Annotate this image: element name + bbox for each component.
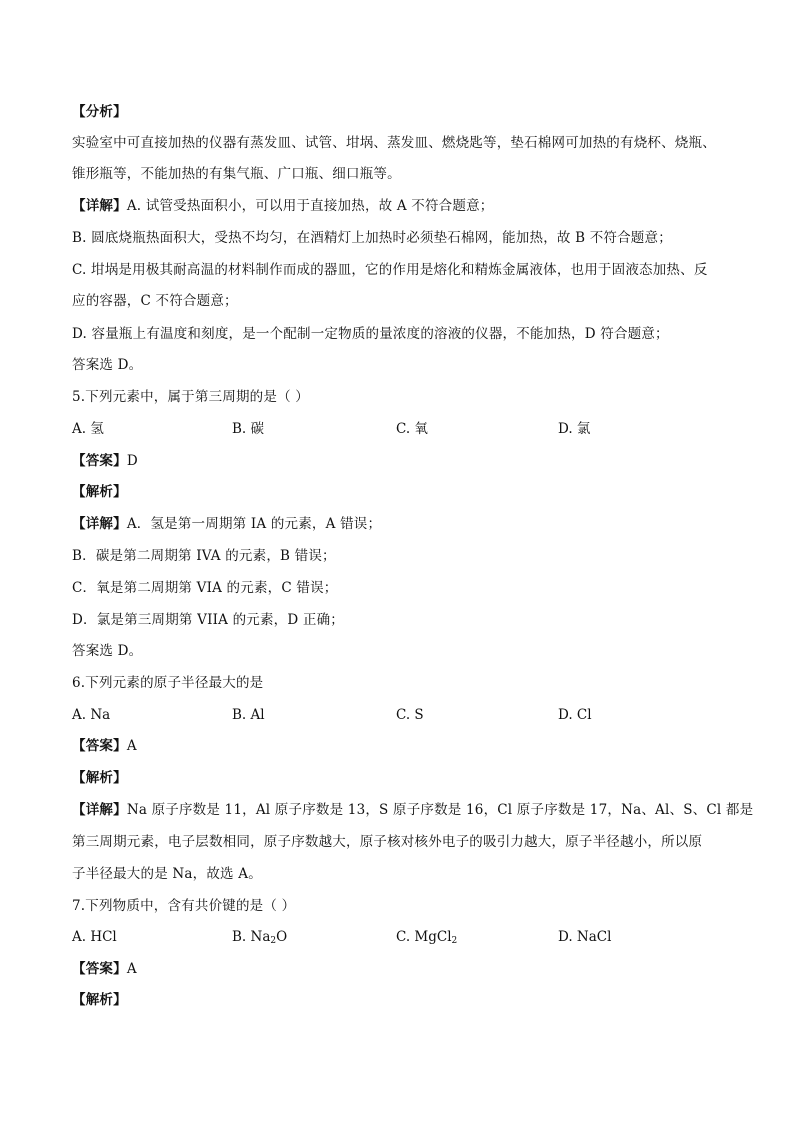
q6-option-b: B. Al	[232, 707, 265, 723]
q7-option-b-main: B. Na	[232, 929, 271, 945]
q5-option-c: C. 氧	[396, 421, 428, 437]
q6-option-a: A. Na	[72, 707, 111, 723]
q7-option-c-main: C. MgCl	[396, 929, 452, 945]
detail-text-a: A. 试管受热面积小，可以用于直接加热，故 A 不符合题意；	[126, 198, 494, 214]
detail-line-c1: C. 坩埚是用极其耐高温的材料制作而成的器皿，它的作用是熔化和精炼金属液体，也用于固液态加热、反	[72, 262, 708, 278]
q5-option-b: B. 碳	[232, 421, 265, 437]
q7-answer-heading: 【答案】	[72, 961, 127, 977]
detail-line-b: B. 圆底烧瓶热面积大，受热不均匀，在酒精灯上加热时必须垫石棉网，能加热，故 B 不符合题意；	[72, 230, 672, 246]
q5-answer-line: 答案选 D。	[72, 643, 143, 659]
q6-detail-heading: 【详解】	[72, 802, 127, 818]
q6-detail-line-1	[72, 800, 754, 820]
q5-options	[72, 419, 722, 439]
q6-stem: 6.下列元素的原子半径最大的是	[72, 675, 264, 691]
detail-heading: 【详解】	[72, 198, 127, 214]
q5-detail-a	[72, 514, 722, 534]
q6-options	[72, 705, 722, 725]
q7-option-b-tail: O	[276, 929, 288, 945]
q5-option-a: A. 氢	[72, 421, 104, 437]
q5-stem: 5.下列元素中，属于第三周期的是（ ）	[72, 389, 309, 405]
q6-option-c: C. S	[396, 707, 424, 723]
answer-line: 答案选 D。	[72, 357, 143, 373]
q6-answer-value: A	[126, 738, 137, 754]
q7-explain-heading: 【解析】	[72, 992, 127, 1008]
q6-detail-text-1: Na 原子序数是 11，Al 原子序数是 13，S 原子序数是 16，Cl 原子序数是 17，Na、Al、S、Cl 都是	[126, 802, 754, 818]
detail-line-a	[72, 196, 722, 216]
q7-option-c-subscript: 2	[451, 936, 458, 946]
q6-option-d: D. Cl	[558, 707, 592, 723]
q5-detail-c: C．氧是第二周期第 VIA 的元素，C 错误；	[72, 580, 338, 596]
q6-detail-line-2: 第三周期元素，电子层数相同，原子序数越大，原子核对核外电子的吸引力越大，原子半径越小，所以原	[72, 834, 703, 850]
q5-detail-text-a: A．氢是第一周期第 IA 的元素，A 错误；	[126, 516, 382, 532]
q5-option-d: D. 氯	[558, 421, 591, 437]
q7-option-b	[232, 927, 287, 951]
q7-option-c	[396, 927, 457, 951]
detail-line-d: D. 容量瓶上有温度和刻度，是一个配制一定物质的量浓度的溶液的仪器，不能加热，D 符合题意；	[72, 326, 669, 342]
analysis-line-1: 实验室中可直接加热的仪器有蒸发皿、试管、坩埚、蒸发皿、燃烧匙等，垫石棉网可加热的有烧杯、烧瓶、	[72, 135, 716, 151]
q5-detail-b: B．碳是第二周期第 IVA 的元素，B 错误；	[72, 548, 336, 564]
q7-stem: 7.下列物质中，含有共价键的是（ ）	[72, 898, 296, 914]
detail-line-c2: 应的容器，C 不符合题意；	[72, 293, 238, 309]
analysis-heading: 【分析】	[72, 104, 127, 120]
q5-detail-d: D．氯是第三周期第 VIIA 的元素，D 正确；	[72, 612, 344, 628]
q5-detail-heading: 【详解】	[72, 516, 127, 532]
q7-answer	[72, 959, 722, 979]
q6-answer-heading: 【答案】	[72, 738, 127, 754]
q7-option-b-subscript: 2	[270, 936, 277, 946]
q7-option-a: A. HCl	[72, 929, 117, 945]
q6-answer	[72, 736, 722, 756]
q6-detail-line-3: 子半径最大的是 Na，故选 A。	[72, 866, 262, 882]
q5-answer	[72, 451, 722, 471]
analysis-line-2: 锥形瓶等，不能加热的有集气瓶、广口瓶、细口瓶等。	[72, 166, 401, 182]
q7-options	[72, 927, 722, 947]
q5-answer-value: D	[126, 453, 138, 469]
q7-answer-value: A	[126, 961, 137, 977]
q5-answer-heading: 【答案】	[72, 453, 127, 469]
q5-explain-heading: 【解析】	[72, 484, 127, 500]
q7-option-d: D. NaCl	[558, 929, 612, 945]
q6-explain-heading: 【解析】	[72, 770, 127, 786]
